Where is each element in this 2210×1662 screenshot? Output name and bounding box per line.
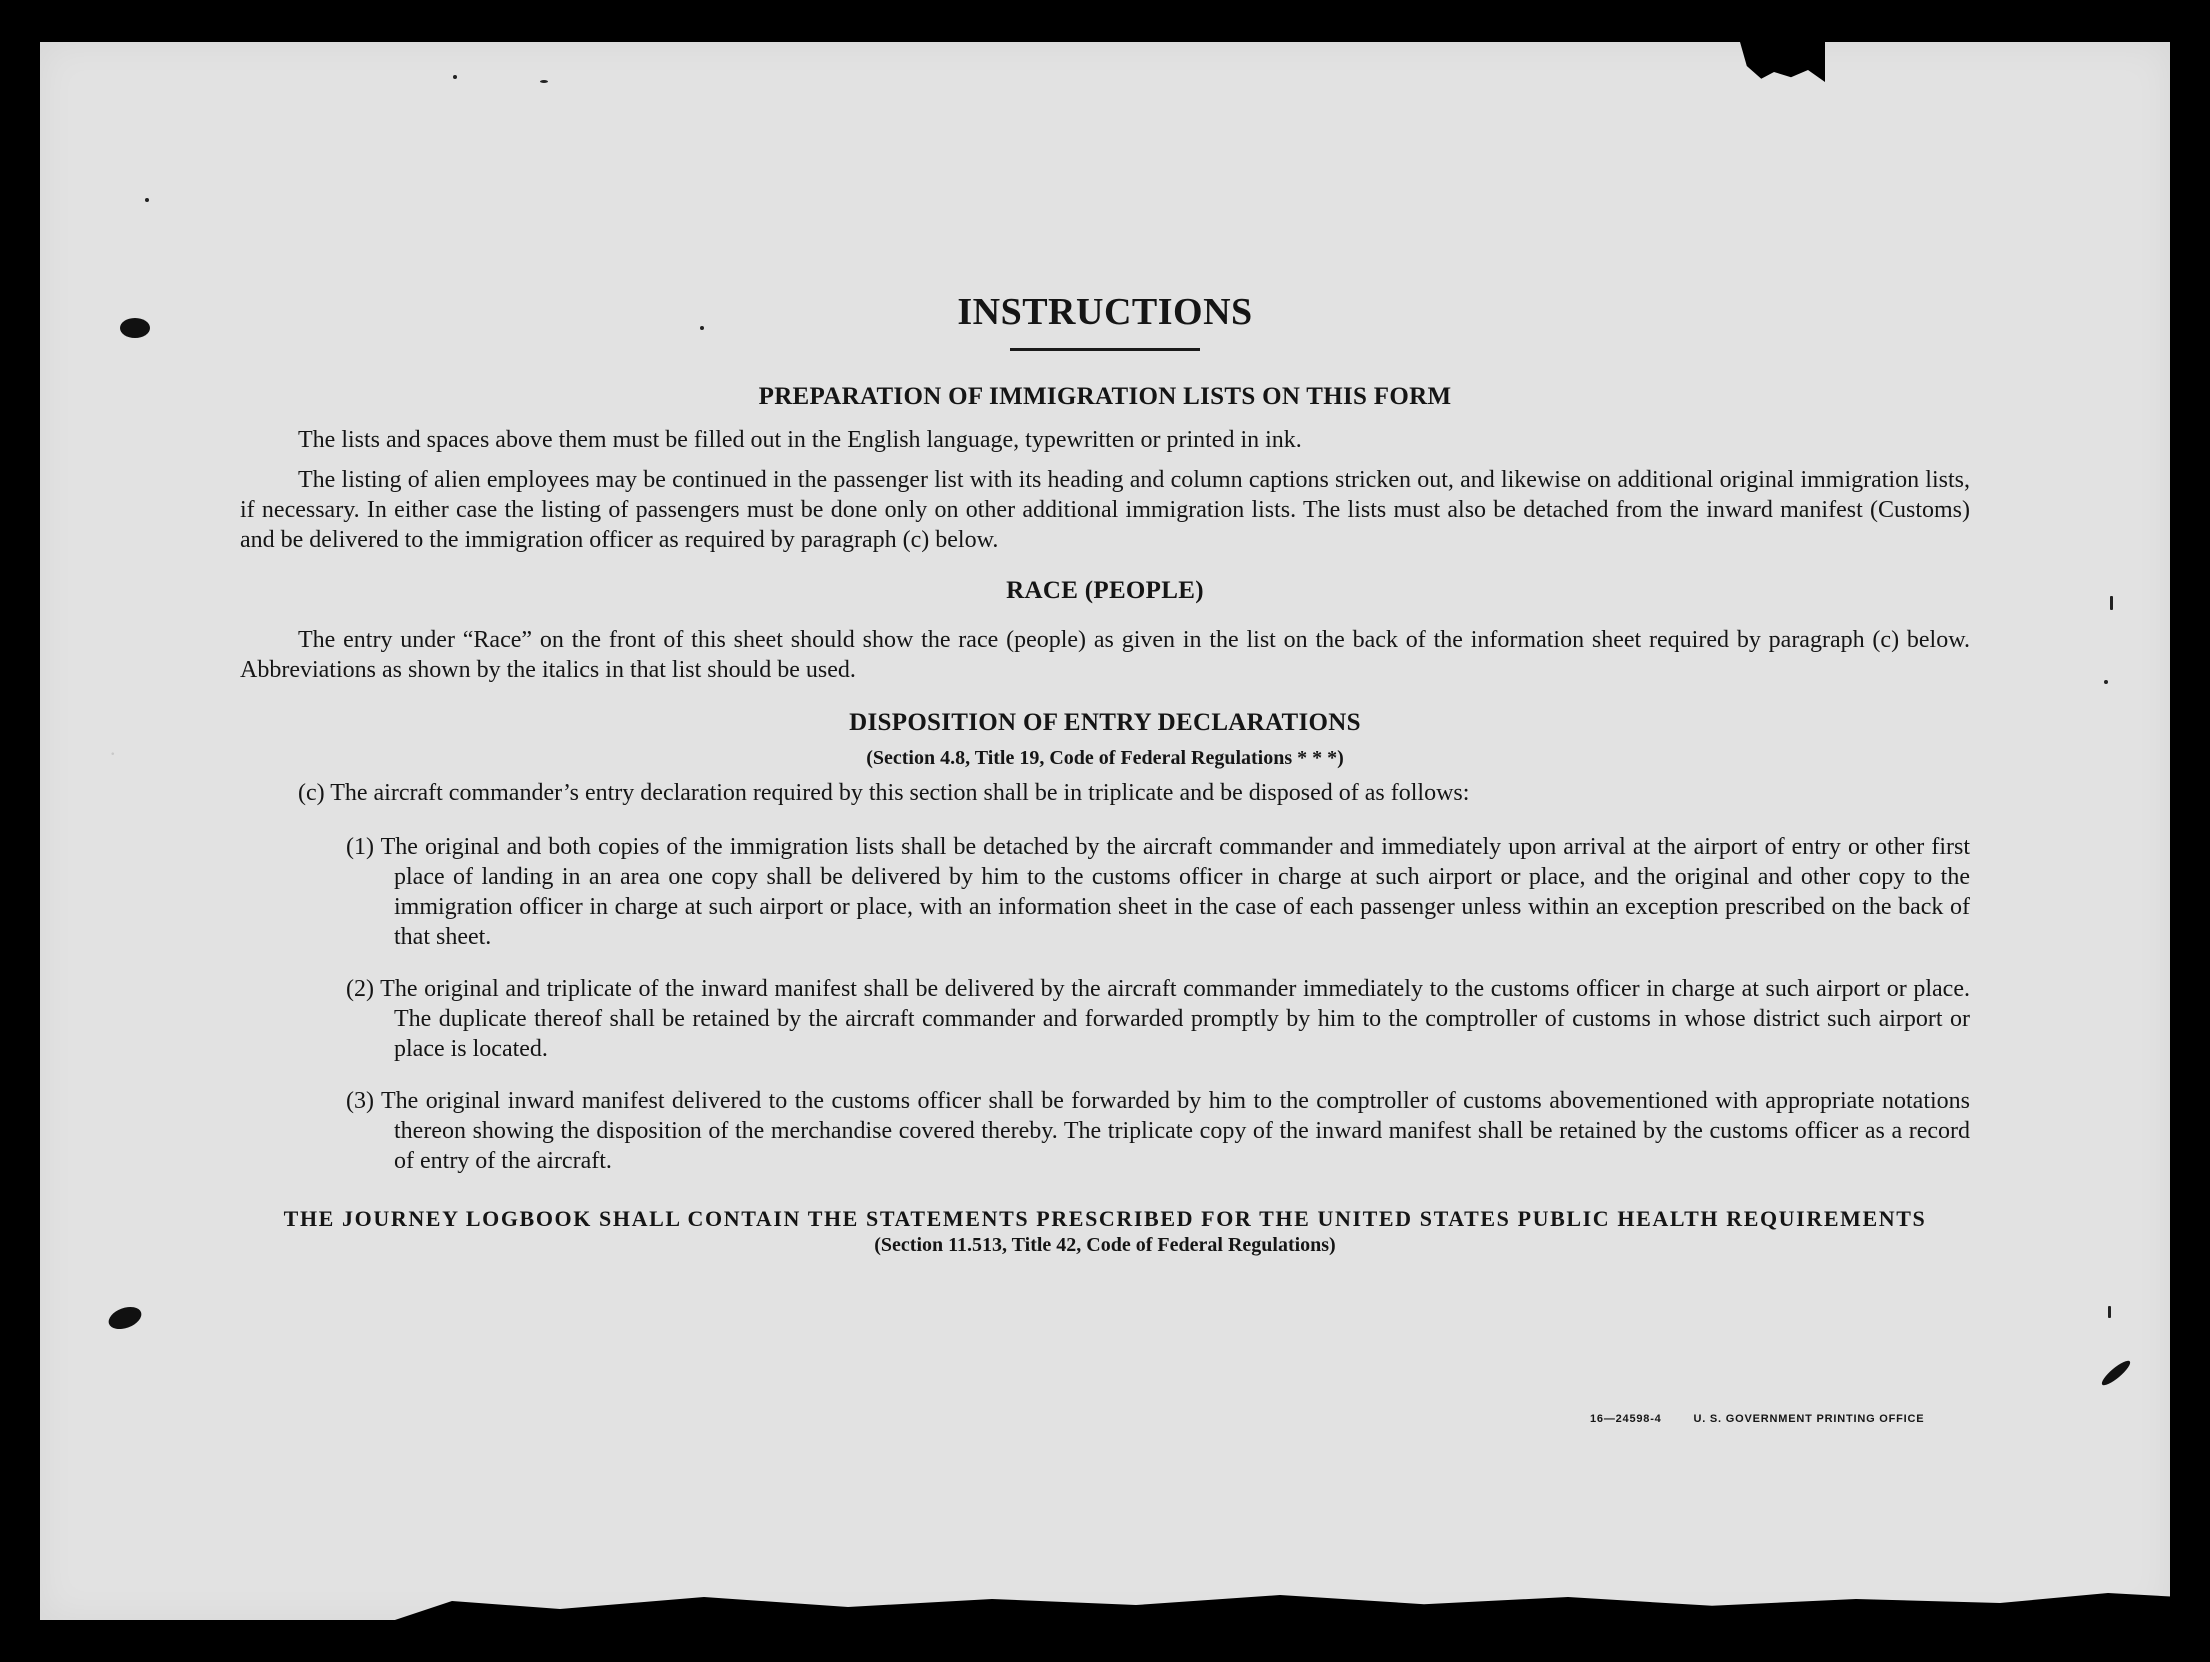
preparation-heading: PREPARATION OF IMMIGRATION LISTS ON THIS FORM — [758, 383, 1452, 410]
form-number: 16—24598-4 — [1590, 1413, 1662, 1425]
item-text: The original inward manifest delivered to the customs officer shall be forwarded by him to the comptroller of customs abovementioned with appropriate notations thereon showing the disposition of the merchandise covered thereby. The triplicate copy of the inward manifest shall be retained by the customs officer as a record of entry of the aircraft. — [380, 1088, 1971, 1174]
title-underline — [1010, 348, 1200, 351]
item-text: The original and both copies of the immigration lists shall be detached by the aircraft commander and immediately upon arrival at the airport of entry or other first place of landing in an area one copy shall be delivered by him to the customs officer in charge at such airport or place, and the original and other copy to the immigration officer in charge at such airport or place, with an information sheet in the case of each passenger unless within an exception prescribed on the back of that sheet. — [380, 834, 1970, 950]
bleed-through-mark: . — [110, 735, 116, 760]
item-text: The original and triplicate of the inward manifest shall be delivered by the aircraft commander immediately to the customs officer in charge at such airport or place. The duplicate thereof shall be retained by the aircraft commander and forwarded promptly by him to the comptroller of customs in whose district such airport or place is located. — [380, 976, 1970, 1062]
race-heading: RACE (PEOPLE) — [1006, 577, 1204, 604]
item-number: (3) — [346, 1088, 374, 1114]
speck — [2108, 1306, 2111, 1318]
speck — [2110, 596, 2113, 610]
logbook-statement: THE JOURNEY LOGBOOK SHALL CONTAIN THE STATEMENTS PRESCRIBED FOR THE UNITED STATES PUBLIC HEALTH REQUIREMENTS — [283, 1206, 1927, 1231]
disposition-intro — [298, 778, 1970, 808]
disposition-heading: DISPOSITION OF ENTRY DECLARATIONS — [849, 709, 1361, 736]
page-title: INSTRUCTIONS — [957, 291, 1253, 333]
speck — [453, 75, 457, 79]
instructions-body — [240, 290, 1970, 1257]
item-number: (2) — [346, 976, 374, 1002]
preparation-paragraph-1: The lists and spaces above them must be filled out in the English language, typewritten or printed in ink. — [298, 427, 1302, 453]
ink-blot — [120, 318, 150, 338]
printer-name: U. S. GOVERNMENT PRINTING OFFICE — [1693, 1413, 1925, 1425]
disposition-intro-text: The aircraft commander’s entry declaration required by this section shall be in triplicate and be disposed of as follows: — [330, 780, 1470, 806]
list-item — [346, 832, 1970, 952]
paragraph-label: (c) — [298, 780, 325, 806]
printer-imprint — [1590, 1413, 1924, 1425]
race-paragraph: The entry under “Race” on the front of this sheet should show the race (people) as given in the list on the back of the information sheet required by paragraph (c) below. Abbreviations as shown by the italics in that list should be used. — [240, 627, 1970, 683]
speck — [145, 198, 149, 202]
speck — [2104, 680, 2108, 684]
list-item — [346, 1086, 1970, 1176]
disposition-reference: (Section 4.8, Title 19, Code of Federal Regulations * * *) — [866, 747, 1344, 769]
disposition-list — [240, 832, 1970, 1176]
preparation-paragraph-2: The listing of alien employees may be continued in the passenger list with its heading and column captions stricken out, and likewise on additional original immigration lists, if necessary. In either case the listing of passengers must be done only on other additional immigration lists. The lists must also be detached from the inward manifest (Customs) and be delivered to the immigration officer as required by paragraph (c) below. — [240, 467, 1970, 553]
speck — [540, 80, 548, 83]
item-number: (1) — [346, 834, 374, 860]
list-item — [346, 974, 1970, 1064]
logbook-reference: (Section 11.513, Title 42, Code of Federal Regulations) — [874, 1234, 1336, 1256]
